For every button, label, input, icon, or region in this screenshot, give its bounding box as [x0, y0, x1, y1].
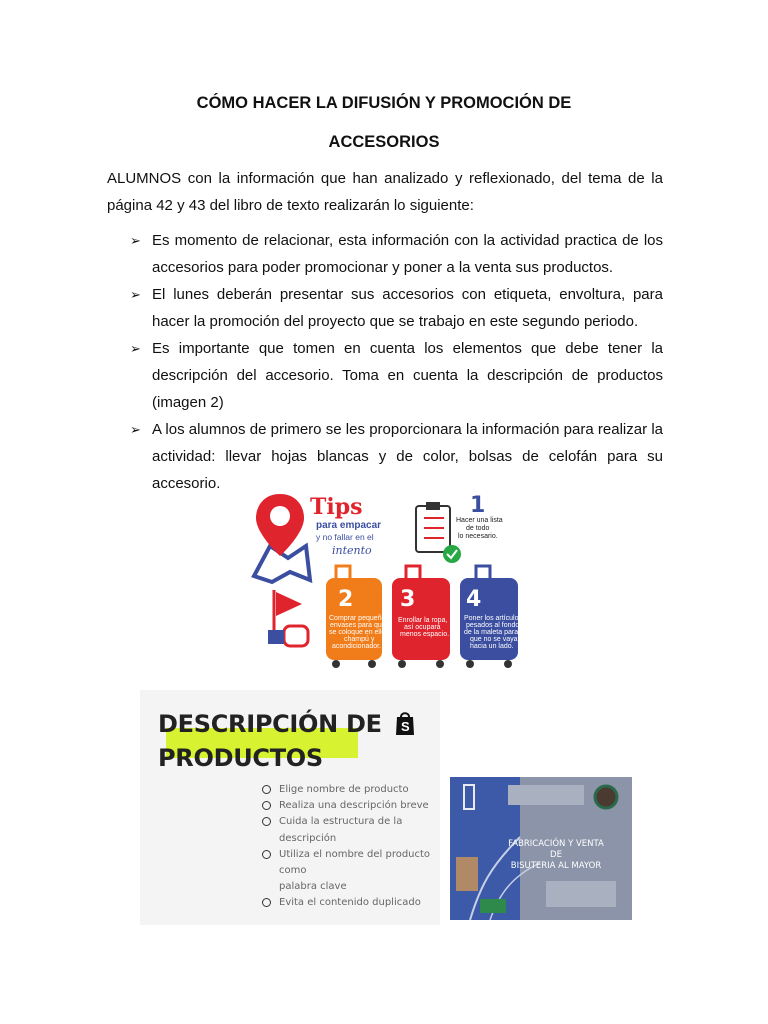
- book-cover-title: FABRICACIÓN Y VENTA DE BISUTERIA AL MAYOR: [508, 839, 604, 871]
- tips-sub3: intento: [332, 544, 372, 557]
- step4-text-line: Poner los artículos: [464, 615, 522, 622]
- step1-text-line: lo necesario.: [458, 533, 498, 540]
- tips-sub2: y no fallar en el: [316, 532, 374, 542]
- step2-text-line: envases para que: [330, 622, 386, 629]
- step1-number: 1: [470, 493, 486, 518]
- description-title-line2: PRODUCTOS: [158, 744, 323, 772]
- step4-text-line: pesados al fondo: [466, 622, 520, 629]
- step2-number: 2: [338, 587, 354, 612]
- circle-bullet-icon: [262, 850, 271, 859]
- step2-text-line: champú y: [344, 636, 375, 643]
- product-description-image: [140, 690, 440, 925]
- circle-bullet-icon: [262, 785, 271, 794]
- step1-text-line: Hacer una lista: [456, 517, 503, 524]
- step4-text-line: de la maleta para: [464, 629, 519, 636]
- step2-text-line: acondicionador.: [332, 643, 382, 650]
- bullet-item: ➢ A los alumnos de primero se les proporcionara la información para realizar la actividad: llevar hojas blancas y de color, bolsas de celofán para su accesorio.: [130, 416, 663, 497]
- arrow-bullet-icon: ➢: [130, 341, 141, 356]
- checklist-icon: [416, 502, 461, 563]
- bullet-list: [130, 227, 663, 497]
- arrow-bullet-icon: ➢: [130, 287, 141, 302]
- description-steps-list: [262, 782, 440, 912]
- list-item: Utiliza el nombre del producto como: [262, 847, 440, 879]
- map-pin-icon: [254, 494, 310, 582]
- step1-text-line: de todo: [466, 525, 490, 532]
- list-item: Evita el contenido duplicado: [262, 895, 440, 911]
- step3-text-line: menos espacio.: [400, 631, 450, 638]
- step2-text-line: Comprar pequeños: [329, 615, 389, 622]
- circle-bullet-icon: [262, 898, 271, 907]
- step4-text-line: que no se vaya: [470, 636, 518, 643]
- list-item: Cuida la estructura de la descripción: [262, 814, 440, 846]
- list-item-continuation: palabra clave: [279, 881, 347, 893]
- bullet-item: ➢ Es momento de relacionar, esta información con la actividad practica de los accesorios para poder promocionar y poner a la venta sus productos.: [130, 227, 663, 281]
- list-item: Elige nombre de producto: [262, 782, 440, 798]
- step4-number: 4: [466, 587, 482, 612]
- circle-bullet-icon: [262, 817, 271, 826]
- arrow-bullet-icon: ➢: [130, 233, 141, 248]
- shopping-bag-icon: [394, 710, 416, 736]
- flag-hand-icon: [268, 590, 308, 646]
- document-title-line2: ACCESORIOS: [328, 133, 440, 151]
- bullet-item: ➢ Es importante que tomen en cuenta los elementos que debe tener la descripción del accesorio. Toma en cuenta la descripción de productos (imagen 2): [130, 335, 663, 416]
- document-title-line1: CÓMO HACER LA DIFUSIÓN Y PROMOCIÓN DE: [196, 94, 572, 112]
- tips-heading: Tips: [310, 494, 363, 520]
- step4-text-line: hacia un lado.: [470, 643, 514, 650]
- arrow-bullet-icon: ➢: [130, 422, 141, 437]
- svg-text:S: S: [401, 719, 410, 734]
- book-cover-image: [450, 777, 632, 920]
- bullet-item: ➢ El lunes deberán presentar sus accesorios con etiqueta, envoltura, para hacer la promoción del proyecto que se trabajo en este segundo periodo.: [130, 281, 663, 335]
- step3-text-line: Enrollar la ropa,: [398, 617, 448, 624]
- step2-text-line: se coloque en ellos: [329, 629, 389, 636]
- tips-sub1: para empacar: [316, 520, 382, 531]
- description-title-line1: DESCRIPCIÓN DE: [158, 710, 382, 738]
- step3-text-line: así ocupará: [404, 624, 441, 631]
- step3-number: 3: [400, 587, 416, 612]
- list-item: Realiza una descripción breve: [262, 798, 440, 814]
- intro-paragraph: ALUMNOS con la información que han analizado y reflexionado, del tema de la página 42 y 43 del libro de texto realizarán lo siguiente:: [107, 170, 663, 214]
- tips-infographic: [240, 486, 530, 680]
- circle-bullet-icon: [262, 801, 271, 810]
